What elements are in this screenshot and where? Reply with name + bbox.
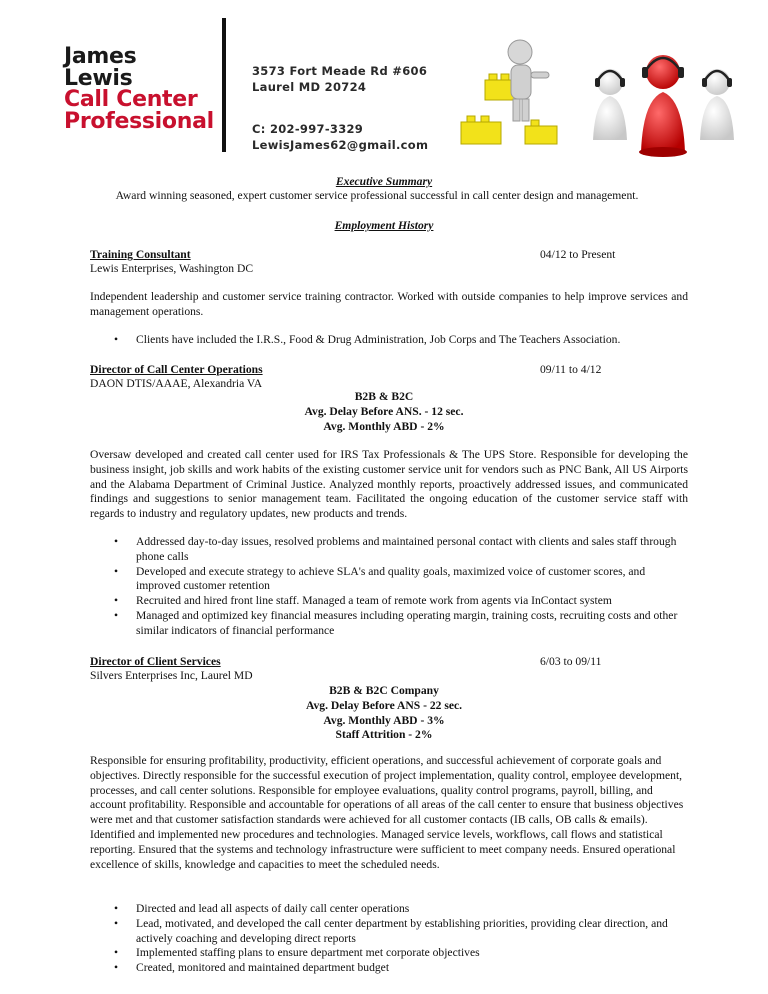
stat-line: Avg. Monthly ABD - 2% bbox=[323, 419, 445, 433]
list-item: • Managed and optimized key financial measures including operating margin, training costs, recruiting costs and other similar indicators of financial performance bbox=[114, 608, 678, 637]
phone: C: 202-997-3329 bbox=[252, 122, 364, 136]
employment-heading: Employment History bbox=[334, 219, 434, 232]
bullet-text: Implemented staffing plans to ensure department met corporate objectives bbox=[136, 946, 480, 960]
job-company: Lewis Enterprises, Washington DC bbox=[90, 262, 254, 275]
bullet-text: Created, monitored and maintained department budget bbox=[136, 961, 390, 975]
list-item: • Developed and execute strategy to achieve SLA's and quality goals, maximized voice of customer scores, and improved customer retention bbox=[114, 564, 646, 593]
bullet-text: Clients have included the I.R.S., Food & Drug Administration, Job Corps and The Teachers Association. bbox=[136, 333, 621, 346]
job-description: Responsible for ensuring profitability, productivity, efficient operations, and successful achievement of corporate goals and objectives. Directly responsible for the successful execution of project implementation, quality control, employee development, processes, and call center solutions. Responsible for employee evaluations, quality control programs, payroll, billing, and account profitability. Responsible and accountable for operations of all areas of the call center to ensure that business objectives were met and that customer satisfaction standards were achieved for all customer contacts (IB calls, OB calls & emails). Identified and implemented new procedures and technologies. Managed service levels, workflows, call flows and statistical reporting. Ensured that the systems and technology infrastructure were sufficient to meet company needs. Ensured operational excellence of skills, knowledge and capacities to meet the scheduled needs. bbox=[90, 754, 684, 871]
job-bullets bbox=[90, 535, 688, 639]
job-bullets bbox=[90, 902, 688, 976]
list-item: • Clients have included the I.R.S., Food & Drug Administration, Job Corps and The Teachers Association. bbox=[114, 333, 621, 346]
job-company: DAON DTIS/AAAE, Alexandria VA bbox=[90, 377, 263, 390]
bullet-text: Managed and optimized key financial measures including operating margin, training costs, recruiting costs and other similar indicators of financial performance bbox=[136, 608, 678, 637]
address-line-1: 3573 Fort Meade Rd #606 bbox=[252, 64, 428, 78]
stat-line: B2B & B2C bbox=[354, 390, 414, 403]
email: LewisJames62@gmail.com bbox=[252, 138, 429, 152]
job-title: Director of Call Center Operations bbox=[90, 363, 263, 376]
job-title-line-2: Professional bbox=[64, 108, 214, 134]
header-divider bbox=[222, 18, 226, 152]
job-company: Silvers Enterprises Inc, Laurel MD bbox=[90, 669, 253, 682]
headset-figures-illustration bbox=[455, 22, 745, 162]
last-name: Lewis bbox=[64, 65, 133, 91]
job-description: Independent leadership and customer service training contractor. Worked with outside companies to help improve services and management operations. bbox=[90, 290, 688, 318]
list-item: • Addressed day-to-day issues, resolved problems and maintained personal contact with clients and sales staff through phone calls bbox=[114, 535, 677, 563]
list-item: • Lead, motivated, and developed the call center department by establishing priorities, providing clear direction, and actively coaching and developing direct reports bbox=[114, 916, 668, 945]
job-dates: 6/03 to 09/11 bbox=[540, 655, 602, 668]
job-title: Training Consultant bbox=[90, 248, 191, 261]
bullet-text: Directed and lead all aspects of daily call center operations bbox=[136, 902, 410, 915]
bullet-text: Addressed day-to-day issues, resolved problems and maintained personal contact with clients and sales staff through phone calls bbox=[136, 535, 677, 563]
job-stats bbox=[0, 684, 768, 743]
job-bullets bbox=[90, 333, 688, 348]
thumbs-up-figure-icon bbox=[508, 40, 549, 121]
job-description: Oversaw developed and created call center used for IRS Tax Professionals & The UPS Store. Responsible for developing the business insight, job skills and work habits of the existing customer service unit for vendors such as PNC Bank, All US Airports and the Alabama Department of Criminal Justice. Analyzed monthly reports, proactively addressed issues, and communicated findings and suggestions to senior management team. Facilitated the ongoing education of the customer service staff with regards to industry and regulatory updates, new products and trends. bbox=[90, 448, 688, 521]
stat-line: Avg. Monthly ABD - 3% bbox=[323, 713, 445, 727]
summary-text: Award winning seasoned, expert customer service professional successful in call center design and management. bbox=[115, 189, 639, 202]
address-line-2: Laurel MD 20724 bbox=[252, 80, 367, 94]
list-item: • Created, monitored and maintained department budget bbox=[114, 961, 390, 975]
job-title: Director of Client Services bbox=[90, 655, 221, 668]
stat-line: Avg. Delay Before ANS. - 12 sec. bbox=[304, 404, 464, 418]
summary-heading: Executive Summary bbox=[335, 175, 433, 188]
stat-line: B2B & B2C Company bbox=[329, 684, 439, 697]
stat-line: Staff Attrition - 2% bbox=[335, 728, 433, 742]
job-dates: 09/11 to 4/12 bbox=[540, 363, 602, 376]
lego-bricks-icon bbox=[461, 74, 557, 144]
bullet-text: Lead, motivated, and developed the call center department by establishing priorities, providing clear direction, and actively coaching and developing direct reports bbox=[136, 916, 668, 945]
stat-line: Avg. Delay Before ANS - 22 sec. bbox=[305, 698, 463, 712]
bullet-text: Developed and execute strategy to achieve SLA's and quality goals, maximized voice of customer scores, and improved customer retention bbox=[136, 564, 646, 593]
list-item: • Implemented staffing plans to ensure department met corporate objectives bbox=[114, 946, 480, 960]
job-dates: 04/12 to Present bbox=[540, 248, 616, 261]
list-item: • Directed and lead all aspects of daily call center operations bbox=[114, 902, 410, 915]
list-item: • Recruited and hired front line staff. Managed a team of remote work from agents via InContact system bbox=[114, 594, 612, 608]
applicant-name bbox=[64, 46, 214, 132]
bullet-text: Recruited and hired front line staff. Managed a team of remote work from agents via InContact system bbox=[136, 594, 612, 608]
first-name: James bbox=[64, 44, 137, 69]
job-stats bbox=[0, 390, 768, 434]
job-title-line-1: Call Center bbox=[64, 87, 198, 112]
